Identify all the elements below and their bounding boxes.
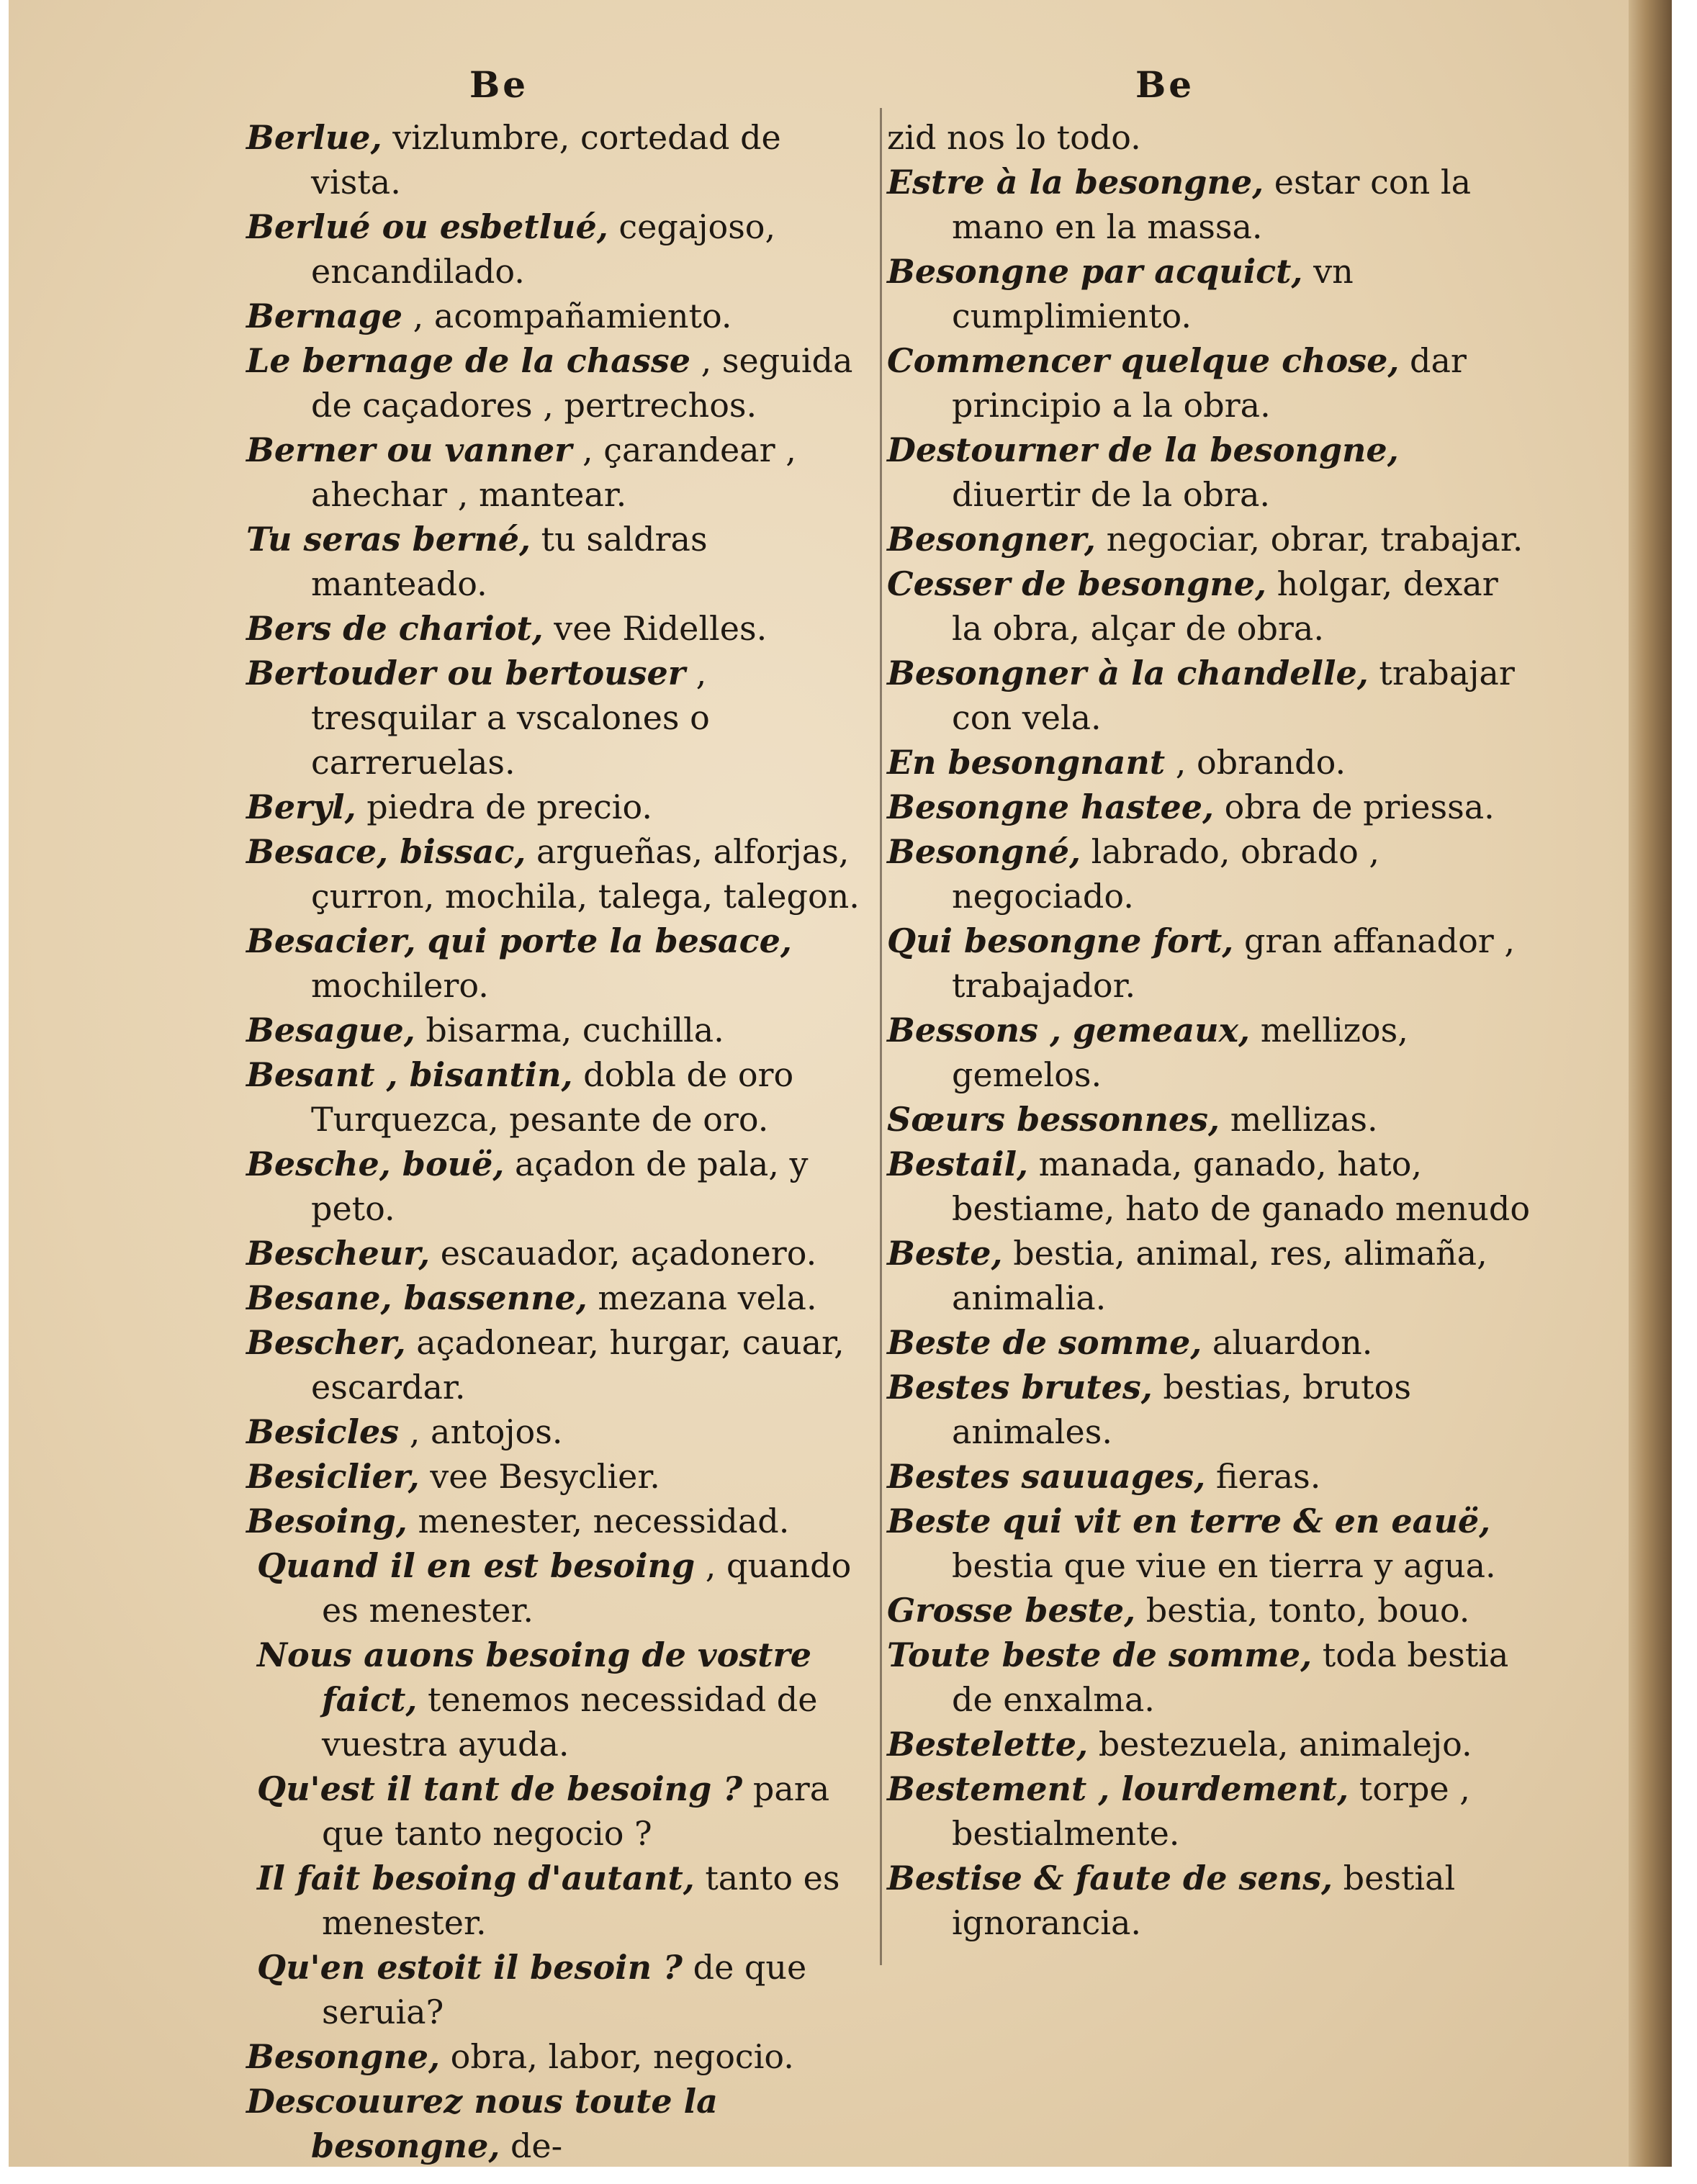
entry-translation: menester, necessidad. — [407, 1502, 790, 1540]
entry-translation: argueñas, alforjas, çurron, mochila, talega, talegon. — [311, 832, 860, 916]
entry-translation: estar con la mano en la massa. — [952, 163, 1472, 246]
dictionary-entry — [887, 1097, 1535, 1142]
entry-translation: mellizas. — [1220, 1100, 1378, 1139]
dictionary-entry — [246, 1856, 880, 1945]
dictionary-entry — [246, 1409, 880, 1454]
entry-headword: Bernage — [246, 297, 403, 335]
entry-headword: En besongnant — [887, 743, 1166, 782]
dictionary-entry — [246, 1276, 880, 1320]
entry-headword: Besane, bassenne, — [246, 1278, 588, 1317]
dictionary-entry — [246, 785, 880, 829]
entry-headword: Beste de somme, — [887, 1323, 1202, 1362]
entry-translation: , antojos. — [399, 1412, 563, 1451]
entry-headword: Qui besongne fort, — [887, 921, 1234, 960]
entry-translation: bestia, tonto, bouo. — [1135, 1591, 1470, 1630]
entry-headword: Besiclier, — [246, 1457, 420, 1496]
entry-headword: Bestelette, — [887, 1725, 1089, 1764]
dictionary-page — [9, 0, 1672, 2167]
entry-headword: Berlué ou esbetlué, — [246, 207, 608, 246]
dictionary-entry — [246, 1320, 880, 1409]
entry-translation: negociar, obrar, trabajar. — [1095, 520, 1523, 559]
entry-headword: Besongne par acquict, — [887, 252, 1303, 291]
entry-headword: Qu'est il tant de besoing ? — [257, 1769, 743, 1808]
entry-headword: Descouurez nous toute la besongne, — [246, 2082, 718, 2165]
dictionary-entry — [246, 1499, 880, 1543]
dictionary-entry — [246, 517, 880, 606]
entry-translation: bestial ignorancia. — [952, 1859, 1456, 1942]
entry-translation: fieras. — [1205, 1457, 1321, 1496]
dictionary-entry — [246, 606, 880, 651]
entry-translation: diuertir de la obra. — [952, 475, 1271, 514]
entry-headword: Commencer quelque chose, — [887, 341, 1400, 380]
entry-headword: Bescher, — [246, 1323, 406, 1362]
entry-translation: bisarma, cuchilla. — [415, 1011, 724, 1050]
entry-translation: vee Besyclier. — [419, 1457, 660, 1496]
right-column — [887, 115, 1535, 1945]
entry-headword: Besague, — [246, 1011, 415, 1050]
entry-translation: mochilero. — [311, 966, 489, 1005]
entry-translation: holgar, dexar la obra, alçar de obra. — [952, 564, 1498, 648]
entry-translation: , seguida de caçadores , pertrechos. — [311, 341, 853, 425]
entry-translation: bestia que viue en tierra y agua. — [952, 1546, 1496, 1585]
dictionary-entry — [887, 160, 1535, 249]
dictionary-entry — [887, 1008, 1535, 1097]
entry-translation: bestias, brutos animales. — [952, 1368, 1411, 1451]
dictionary-entry — [887, 740, 1535, 785]
entry-translation: vn cumplimiento. — [952, 252, 1354, 335]
entry-headword: Besongner, — [887, 520, 1096, 559]
entry-translation: vizlumbre, cortedad de vista. — [311, 118, 781, 202]
entry-translation: tu saldras manteado. — [311, 520, 708, 603]
entry-translation: dar principio a la obra. — [952, 341, 1467, 425]
entry-translation: açadonear, hurgar, cauar, escardar. — [311, 1323, 845, 1407]
dictionary-entry — [887, 1231, 1535, 1320]
entry-headword: Destourner de la besongne, — [887, 430, 1399, 469]
entry-translation: zid nos lo todo. — [887, 118, 1141, 157]
dictionary-entry — [887, 1499, 1535, 1588]
dictionary-entry — [246, 428, 880, 517]
entry-translation: , çarandear , ahechar , mantear. — [311, 430, 796, 514]
dictionary-entry — [246, 919, 880, 1008]
dictionary-entry — [887, 115, 1535, 160]
dictionary-entry — [246, 1454, 880, 1499]
dictionary-entry — [887, 428, 1535, 517]
entry-headword: Bescheur, — [246, 1234, 431, 1273]
entry-headword: Sœurs bessonnes, — [887, 1100, 1220, 1139]
dictionary-entry — [246, 651, 880, 785]
entry-headword: Besongné, — [887, 832, 1081, 871]
entry-headword: Nous auons besoing de vostre faict, — [257, 1635, 811, 1719]
entry-headword: Estre à la besongne, — [887, 163, 1264, 202]
entry-translation: piedra de precio. — [356, 788, 653, 826]
entry-headword: Beryl, — [246, 788, 356, 826]
dictionary-entry — [887, 1142, 1535, 1231]
entry-translation: vee Ridelles. — [543, 609, 768, 648]
left-column — [246, 115, 880, 2167]
dictionary-entry — [887, 1588, 1535, 1633]
entry-headword: Berlue, — [246, 118, 382, 157]
entry-translation: bestezuela, animalejo. — [1088, 1725, 1472, 1764]
dictionary-entry — [246, 1945, 880, 2034]
entry-translation: de que seruia? — [322, 1948, 807, 2031]
entry-headword: Besoing, — [246, 1502, 408, 1540]
page-header-left: Be — [469, 63, 529, 106]
dictionary-entry — [246, 1543, 880, 1633]
entry-translation: , obrando. — [1165, 743, 1346, 782]
dictionary-entry — [887, 1856, 1535, 1945]
entry-headword: Bestes brutes, — [887, 1368, 1153, 1407]
entry-headword: Bestes sauuages, — [887, 1457, 1206, 1496]
entry-translation: gran affanador , trabajador. — [952, 921, 1516, 1005]
dictionary-entry — [246, 1231, 880, 1276]
entry-headword: Besche, bouë, — [246, 1145, 505, 1183]
dictionary-entry — [246, 204, 880, 294]
entry-translation: , quando es menester. — [322, 1546, 852, 1630]
dictionary-entry — [887, 1454, 1535, 1499]
dictionary-entry — [246, 294, 880, 338]
entry-headword: Cesser de besongne, — [887, 564, 1266, 603]
entry-translation: cegajoso, encandilado. — [311, 207, 776, 291]
entry-headword: Besongner à la chandelle, — [887, 654, 1369, 692]
dictionary-entry — [246, 2079, 880, 2167]
page-header-right: Be — [1135, 63, 1195, 106]
entry-headword: Quand il en est besoing — [257, 1546, 696, 1585]
entry-translation: aluardon. — [1202, 1323, 1373, 1362]
dictionary-entry — [887, 1766, 1535, 1856]
entry-headword: Besongne, — [246, 2037, 441, 2076]
column-divider — [880, 108, 882, 1965]
entry-headword: Toute beste de somme, — [887, 1635, 1313, 1674]
entry-translation: dobla de oro Turquezca, pesante de oro. — [311, 1055, 794, 1139]
entry-headword: Besant , bisantin, — [246, 1055, 573, 1094]
book-spine — [1629, 0, 1672, 2167]
dictionary-entry — [887, 785, 1535, 829]
dictionary-entry — [887, 249, 1535, 338]
dictionary-entry — [246, 1633, 880, 1766]
dictionary-entry — [887, 561, 1535, 651]
dictionary-entry — [246, 1052, 880, 1142]
entry-headword: Besacier, qui porte la besace, — [246, 921, 792, 960]
entry-headword: Tu seras berné, — [246, 520, 531, 559]
entry-translation: para que tanto negocio ? — [322, 1769, 830, 1853]
dictionary-entry — [887, 1320, 1535, 1365]
entry-headword: Bessons , gemeaux, — [887, 1011, 1251, 1050]
entry-translation: bestia, animal, res, alimaña, animalia. — [952, 1234, 1487, 1317]
entry-translation: trabajar con vela. — [952, 654, 1515, 737]
entry-translation: mellizos, gemelos. — [952, 1011, 1408, 1094]
entry-headword: Le bernage de la chasse — [246, 341, 691, 380]
entry-headword: Beste, — [887, 1234, 1003, 1273]
entry-translation: , acompañamiento. — [402, 297, 732, 335]
entry-headword: Besongne hastee, — [887, 788, 1215, 826]
dictionary-entry — [887, 338, 1535, 428]
entry-translation: tenemos necessidad de vuestra ayuda. — [322, 1680, 818, 1764]
dictionary-entry — [246, 829, 880, 919]
entry-headword: Besicles — [246, 1412, 400, 1451]
dictionary-entry — [887, 829, 1535, 919]
entry-translation: manada, ganado, hato, bestiame, hato de ganado menudo — [952, 1145, 1531, 1228]
dictionary-entry — [246, 115, 880, 204]
dictionary-entry — [887, 1365, 1535, 1454]
entry-translation: açadon de pala, y peto. — [311, 1145, 809, 1228]
entry-headword: Qu'en estoit il besoin ? — [257, 1948, 683, 1987]
entry-headword: Berner ou vanner — [246, 430, 572, 469]
entry-translation: mezana vela. — [587, 1278, 817, 1317]
entry-translation: obra, labor, negocio. — [440, 2037, 794, 2076]
entry-translation: torpe , bestialmente. — [952, 1769, 1470, 1853]
entry-headword: Bestise & faute de sens, — [887, 1859, 1333, 1898]
entry-translation: escauador, açadonero. — [430, 1234, 817, 1273]
entry-translation: de- — [500, 2126, 563, 2165]
entry-translation: labrado, obrado , negociado. — [952, 832, 1380, 916]
dictionary-entry — [246, 1142, 880, 1231]
dictionary-entry — [887, 651, 1535, 740]
dictionary-entry — [887, 919, 1535, 1008]
entry-translation: , tresquilar a vscalones o carreruelas. — [311, 654, 710, 782]
entry-headword: Bertouder ou bertouser — [246, 654, 686, 692]
entry-headword: Il fait besoing d'autant, — [257, 1859, 695, 1898]
entry-headword: Bers de chariot, — [246, 609, 544, 648]
dictionary-entry — [887, 517, 1535, 561]
entry-translation: tanto es menester. — [322, 1859, 840, 1942]
entry-headword: Bestail, — [887, 1145, 1029, 1183]
entry-translation: obra de priessa. — [1214, 788, 1495, 826]
dictionary-entry — [246, 2034, 880, 2079]
entry-headword: Grosse beste, — [887, 1591, 1136, 1630]
entry-headword: Beste qui vit en terre & en eauë, — [887, 1502, 1491, 1540]
dictionary-entry — [887, 1722, 1535, 1766]
entry-translation: toda bestia de enxalma. — [952, 1635, 1509, 1719]
entry-headword: Besace, bissac, — [246, 832, 526, 871]
dictionary-entry — [246, 1766, 880, 1856]
entry-headword: Bestement , lourdement, — [887, 1769, 1349, 1808]
dictionary-entry — [246, 1008, 880, 1052]
dictionary-entry — [887, 1633, 1535, 1722]
dictionary-entry — [246, 338, 880, 428]
